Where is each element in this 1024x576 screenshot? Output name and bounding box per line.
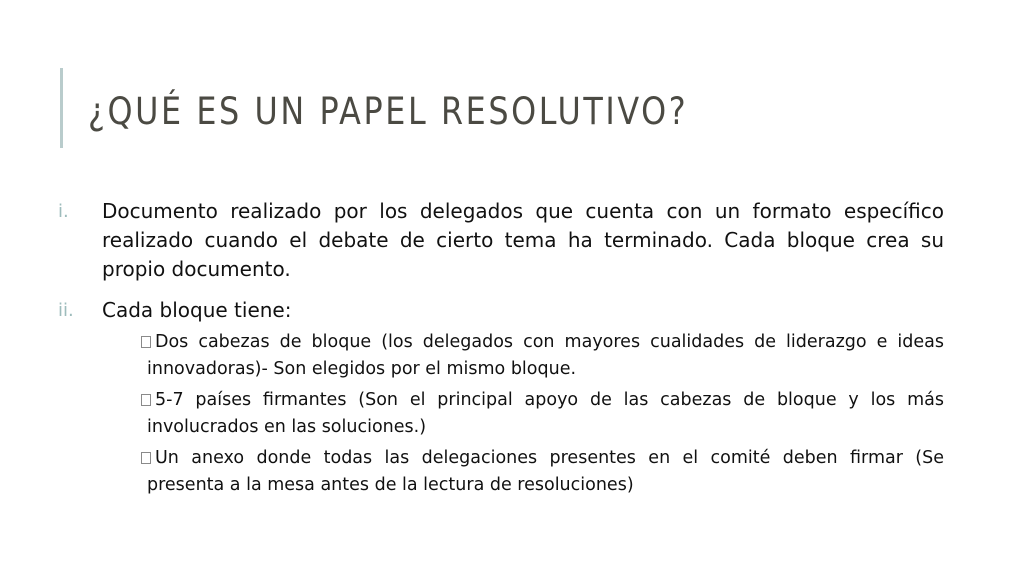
bullet-box-icon: [141, 394, 151, 406]
list-item-1-text: Documento realizado por los delegados que cuenta con un formato específico realizado cuando el debate de cierto tema ha terminado. Cada bloque crea su propio documento.: [102, 199, 944, 281]
list-item-2-text: Cada bloque tiene:: [102, 298, 292, 322]
list-numeral-2: ii.: [58, 300, 74, 321]
list-numeral-1: i.: [58, 201, 69, 222]
sub-item-3-text: Un anexo donde todas las delegaciones presentes en el comité deben firmar (Se presenta a la mesa antes de la lectura de resoluciones): [147, 448, 944, 495]
sub-item-2: [147, 387, 944, 441]
title-accent-bar: [60, 68, 63, 148]
bullet-box-icon: [141, 336, 151, 348]
sub-item-1-text: Dos cabezas de bloque (los delegados con mayores cualidades de liderazgo e ideas innovadoras)- Son elegidos por el mismo bloque.: [147, 332, 944, 379]
sub-item-1: [147, 329, 944, 383]
slide-title: ¿QUÉ ES UN PAPEL RESOLUTIVO?: [88, 89, 689, 133]
list-item-2: [58, 296, 944, 499]
sub-item-3: [147, 445, 944, 499]
sub-item-2-text: 5-7 países firmantes (Son el principal apoyo de las cabezas de bloque y los más involucrados en las soluciones.): [147, 390, 944, 437]
list-item-1: [58, 197, 944, 284]
bullet-box-icon: [141, 452, 151, 464]
sub-list: [102, 329, 944, 499]
slide-body: [58, 197, 944, 499]
